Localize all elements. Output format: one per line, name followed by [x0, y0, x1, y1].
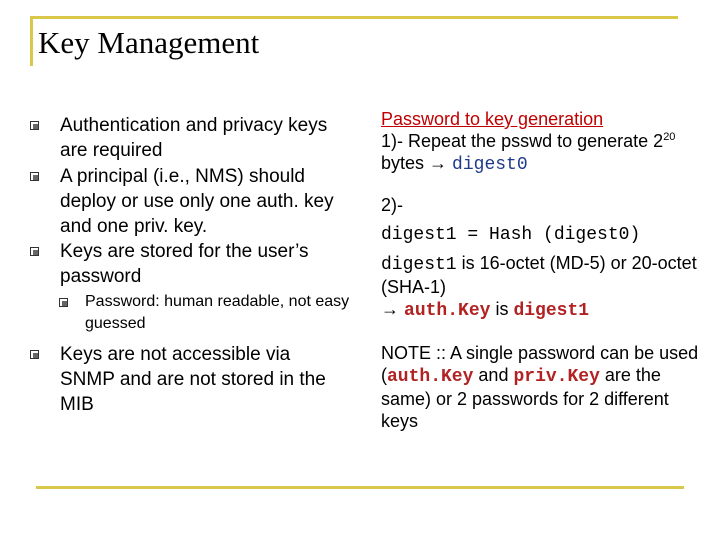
note-prefix: NOTE :: A single password can be used (: [381, 343, 699, 385]
digest0-code: digest0: [452, 155, 528, 175]
square-bullet-icon: [30, 247, 39, 256]
bullet-principal: A principal (i.e., NMS) should deploy or use only one auth. key and one priv. key.: [60, 166, 334, 237]
right-arrow-icon: →: [381, 299, 399, 319]
note-and: and: [473, 365, 514, 385]
square-bullet-icon: [59, 298, 68, 307]
square-bullet-icon: [30, 121, 39, 130]
right-arrow-icon: →: [429, 153, 448, 173]
authkey-line: [381, 298, 701, 322]
authkey-code: auth.Key: [404, 301, 491, 321]
step1: [381, 130, 701, 176]
left-rule: [30, 16, 33, 66]
bottom-rule: [36, 486, 684, 489]
bullet-not-accessible: Keys are not accessible via SNMP and are not stored in the MIB: [60, 344, 326, 415]
step1-bytes: bytes: [381, 153, 430, 173]
digest1-code: digest1: [381, 255, 457, 275]
step2-desc-text: is 16-octet (MD-5) or 20-octet (SHA-1): [381, 253, 697, 297]
step2-label: 2)-: [381, 195, 403, 215]
note-paragraph: [381, 342, 701, 432]
note-privkey-code: priv.Key: [513, 367, 600, 387]
step1-exponent: 20: [663, 131, 676, 143]
digest1-code-2: digest1: [513, 301, 590, 321]
square-bullet-icon: [30, 172, 39, 181]
slide-title: Key Management: [38, 25, 260, 60]
sub-bullet-password: Password: human readable, not easy guessed: [85, 293, 350, 332]
top-rule: [30, 16, 678, 19]
step2-formula: digest1 = Hash (digest0): [381, 225, 641, 245]
step2-desc: [381, 252, 701, 298]
is-word: is: [490, 299, 514, 319]
heading-password-to-key: Password to key generation: [381, 109, 604, 129]
note-suffix: are the same) or 2 passwords for 2 different keys: [381, 365, 669, 431]
step1-text: 1)- Repeat the psswd to generate 2: [381, 131, 664, 151]
square-bullet-icon: [30, 350, 39, 359]
bullet-auth-priv-keys: Authentication and privacy keys are required: [60, 115, 328, 161]
right-column: [381, 108, 701, 432]
bullet-keys-stored: Keys are stored for the user’s password: [60, 241, 309, 287]
note-authkey-code: auth.Key: [387, 367, 474, 387]
